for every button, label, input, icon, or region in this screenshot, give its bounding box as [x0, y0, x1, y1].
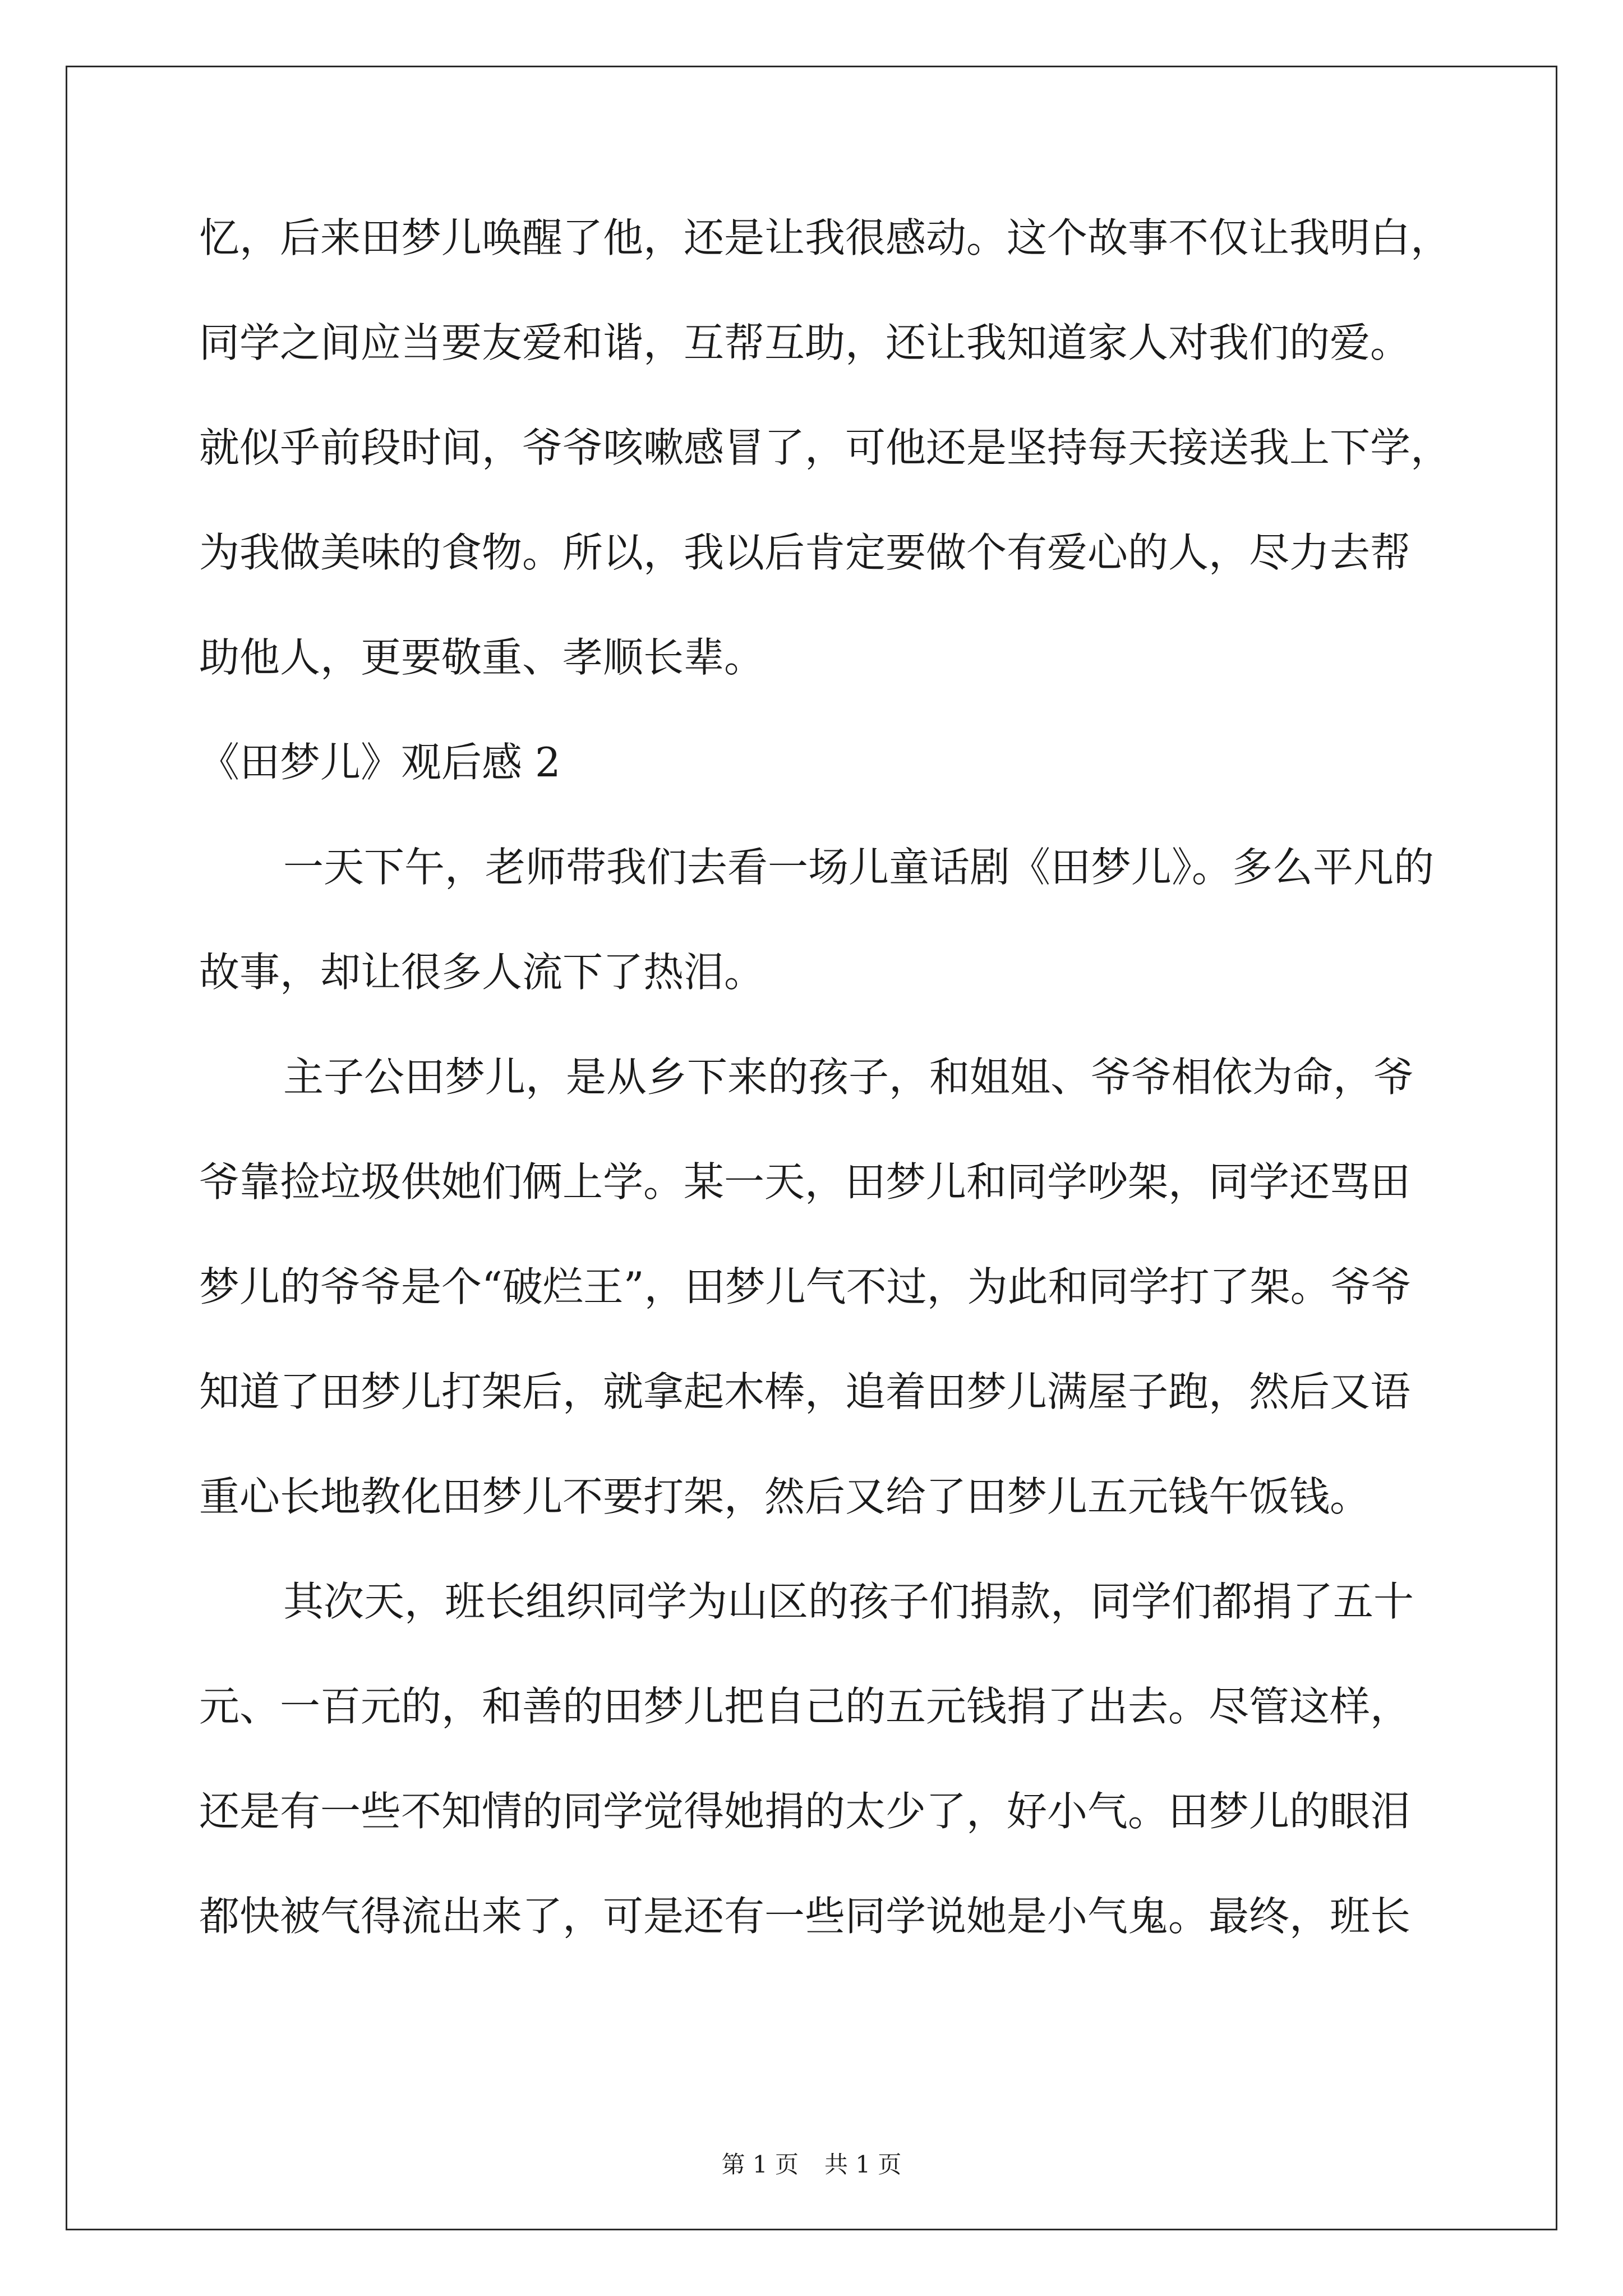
section-heading: 《田梦儿》观后感 2 [199, 739, 561, 786]
paragraph-line: 同学之间应当要友爱和谐，互帮互助，还让我知道家人对我们的爱。 [199, 319, 1411, 366]
paragraph-line: 梦儿的爷爷是个“破烂王”，田梦儿气不过，为此和同学打了架。爷爷 [199, 1263, 1412, 1310]
paragraph-line: 还是有一些不知情的同学觉得她捐的太少了，好小气。田梦儿的眼泪 [199, 1788, 1411, 1835]
paragraph-line: 其次天，班长组织同学为山区的孩子们捐款，同学们都捐了五十 [283, 1578, 1414, 1625]
paragraph-line: 爷靠捡垃圾供她们俩上学。某一天，田梦儿和同学吵架，同学还骂田 [199, 1158, 1411, 1205]
paragraph-line: 都快被气得流出来了，可是还有一些同学说她是小气鬼。最终，班长 [199, 1893, 1411, 1940]
paragraph-line: 助他人，更要敬重、孝顺长辈。 [199, 634, 765, 681]
paragraph-line: 一天下午，老师带我们去看一场儿童话剧《田梦儿》。多么平凡的 [283, 844, 1435, 891]
page-footer [0, 2146, 1623, 2180]
paragraph-line: 知道了田梦儿打架后，就拿起木棒，追着田梦儿满屋子跑，然后又语 [199, 1368, 1411, 1415]
paragraph-line: 元、一百元的，和善的田梦儿把自己的五元钱捐了出去。尽管这样， [199, 1683, 1411, 1730]
paragraph-line: 忆，后来田梦儿唤醒了他，还是让我很感动。这个故事不仅让我明白， [199, 214, 1451, 261]
paragraph-line: 为我做美味的食物。所以，我以后肯定要做个有爱心的人，尽力去帮 [199, 529, 1411, 576]
paragraph-line: 主子公田梦儿，是从乡下来的孩子，和姐姐、爷爷相依为命，爷 [283, 1053, 1414, 1101]
paragraph-line: 重心长地教化田梦儿不要打架，然后又给了田梦儿五元钱午饭钱。 [199, 1473, 1371, 1520]
page-number: 第 1 页 [721, 2151, 799, 2178]
page-total: 共 1 页 [824, 2151, 902, 2178]
paragraph-line: 故事，却让很多人流下了热泪。 [199, 949, 765, 996]
paragraph-line: 就似乎前段时间，爷爷咳嗽感冒了，可他还是坚持每天接送我上下学， [199, 424, 1451, 471]
